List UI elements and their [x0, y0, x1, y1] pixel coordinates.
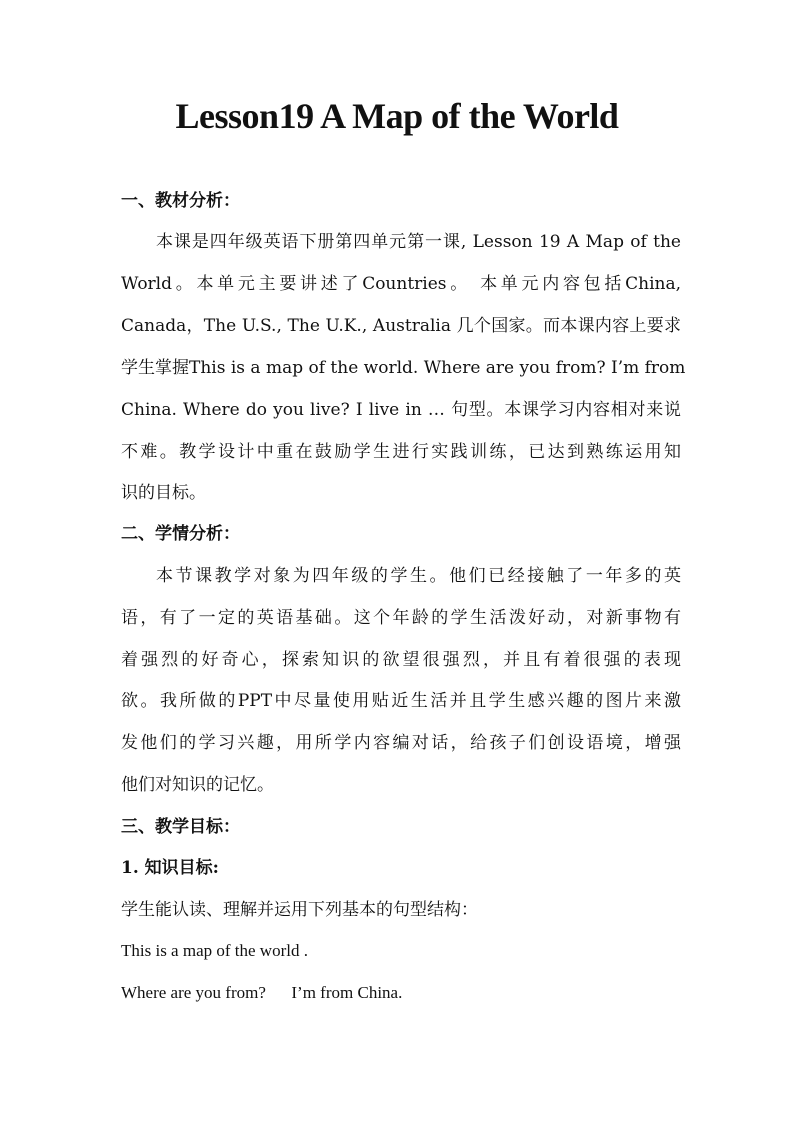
paragraph-line: 欲。我所做的PPT中尽量使用贴近生活并且学生感兴趣的图片来激	[121, 691, 681, 711]
section-heading-student-analysis: 二、学情分析：	[121, 524, 240, 544]
section-heading-teaching-goals: 三、教学目标：	[121, 817, 240, 837]
sub-heading-knowledge-goals: 1. 知识目标:	[121, 858, 219, 878]
paragraph-line: 语，有了一定的英语基础。这个年龄的学生活泼好动，对新事物有	[121, 608, 681, 628]
document-title: Lesson19 A Map of the World	[175, 96, 619, 136]
paragraph-line: 本课是四年级英语下册第四单元第一课, Lesson 19 A Map of the	[156, 232, 681, 252]
paragraph-line: 学生掌握This is a map of the world. Where are you from? I’m from	[121, 358, 686, 378]
paragraph-line: China. Where do you live? I live in … 句型。本课学习内容相对来说	[121, 400, 681, 420]
paragraph-line: 他们对知识的记忆。	[121, 775, 274, 795]
example-sentence: This is a map of the world .	[121, 941, 308, 960]
paragraph-line: 着强烈的好奇心，探索知识的欲望很强烈，并且有着很强的表现	[121, 650, 681, 670]
paragraph-line: Canada，The U.S., The U.K., Australia 几个国家。而本课内容上要求	[121, 316, 681, 336]
paragraph-line: 发他们的学习兴趣，用所学内容编对话，给孩子们创设语境，增强	[121, 733, 681, 753]
paragraph-line: World。本单元主要讲述了Countries。 本单元内容包括China,	[121, 274, 681, 294]
paragraph-line: 识的目标。	[121, 483, 206, 503]
paragraph-line: 不难。教学设计中重在鼓励学生进行实践训练，已达到熟练运用知	[121, 442, 681, 462]
paragraph-line: 本节课教学对象为四年级的学生。他们已经接触了一年多的英	[156, 566, 681, 586]
section-heading-textbook-analysis: 一、教材分析：	[121, 191, 240, 211]
paragraph-line: 学生能认读、理解并运用下列基本的句型结构：	[121, 900, 478, 920]
example-sentence: Where are you from? I’m from China.	[121, 983, 403, 1002]
